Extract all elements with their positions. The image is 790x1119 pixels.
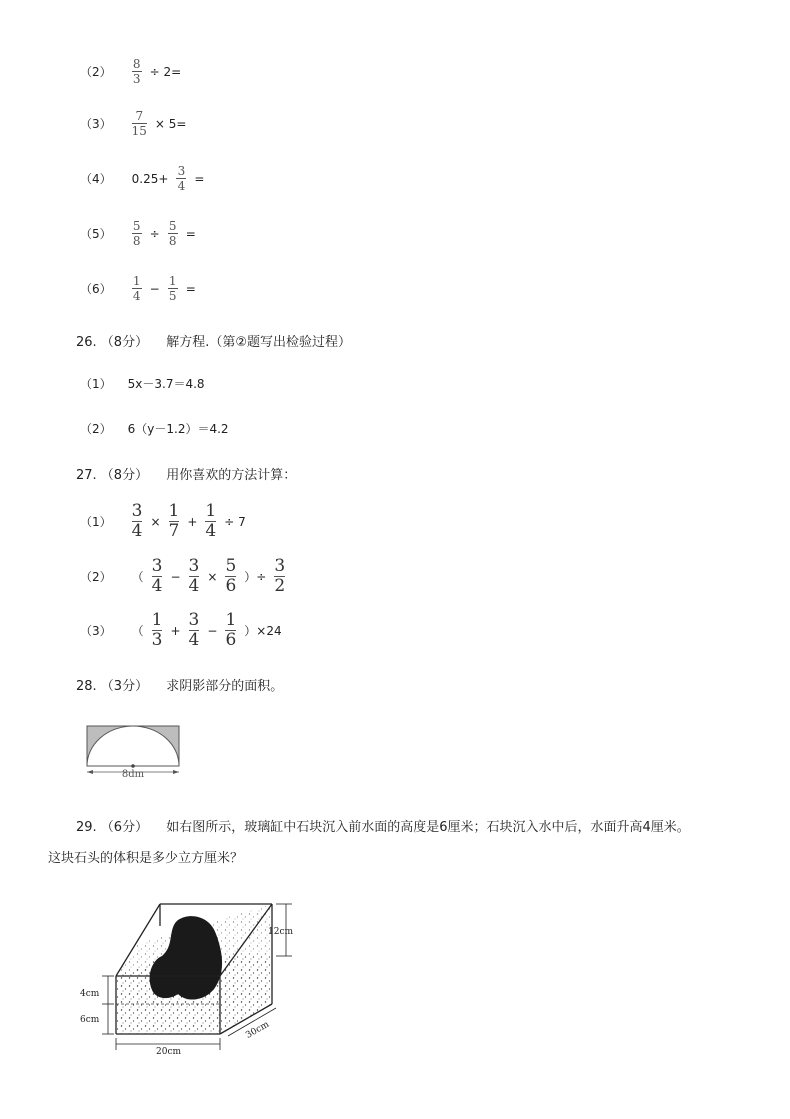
question-title: 用你喜欢的方法计算：: [166, 468, 297, 483]
fraction: $\frac{3}{4}$: [188, 610, 200, 650]
item-label: （2）: [80, 65, 112, 79]
expression-rest: =: [185, 281, 196, 296]
fraction: $\frac{3}{4}$: [131, 501, 143, 541]
operator: +: [187, 514, 198, 529]
q25-item-6: [80, 275, 200, 302]
fraction: $\frac{1}{7}$: [168, 501, 180, 541]
q27-item-2: [80, 558, 289, 595]
fraction: $\frac{3}{4}$: [188, 556, 200, 596]
q27-item-1: [80, 503, 250, 540]
q29-heading: [76, 816, 690, 835]
fraction: $\frac{5}{8}$: [168, 219, 177, 248]
arrow-left-icon: [87, 770, 93, 774]
figure-dimension-label: 8dm: [121, 769, 145, 780]
question-number: 27. （8分）: [76, 468, 149, 483]
rock-shape: [150, 916, 222, 999]
q29-text-line2: 这块石头的体积是多少立方厘米？: [48, 851, 244, 866]
expression-rest: × 5=: [154, 116, 187, 131]
q25-item-2: [80, 58, 185, 85]
expression-rest: =: [185, 226, 196, 241]
q25-item-3: [80, 110, 190, 137]
fraction: $\frac{3}{4}$: [151, 556, 163, 596]
dim-label-rise: 4cm: [80, 989, 100, 999]
operator: ×: [150, 514, 161, 529]
q25-item-4: [80, 165, 208, 192]
q26-item-2: [80, 420, 229, 437]
question-number: 29. （6分）: [76, 820, 149, 835]
operator: ÷: [149, 226, 160, 241]
paren-open: （: [131, 570, 144, 584]
center-point: [131, 764, 135, 768]
paren-close: ）÷: [244, 570, 267, 584]
q27-heading: [76, 464, 296, 483]
fraction: $\frac{3}{2}$: [274, 556, 286, 596]
item-label: （6）: [80, 282, 112, 296]
fraction: $\frac{7}{15}$: [131, 109, 147, 138]
item-label: （4）: [80, 172, 112, 186]
equation: 5x－3.7＝4.8: [127, 377, 205, 391]
equation: 6（y－1.2）＝4.2: [127, 422, 229, 436]
q25-item-5: [80, 220, 200, 247]
operator: +: [170, 623, 181, 638]
q26-heading: [76, 331, 351, 350]
expression-rest: ）×24: [244, 624, 282, 638]
expression-rest: ÷ 7: [224, 514, 246, 529]
fraction: $\frac{1}{5}$: [168, 274, 177, 303]
dim-label-water: 6cm: [80, 1015, 100, 1025]
question-title: 解方程.（第②题写出检验过程）: [166, 335, 352, 350]
q27-item-3: [80, 612, 286, 649]
item-label: （3）: [80, 117, 112, 131]
dim-label-top-height: 12cm: [268, 927, 294, 937]
expression-pre: 0.25+: [131, 171, 169, 186]
item-label: （2）: [80, 570, 112, 584]
fraction: $\frac{3}{4}$: [177, 164, 186, 193]
item-label: （5）: [80, 227, 112, 241]
question-number: 28. （3分）: [76, 679, 149, 694]
item-label: （1）: [80, 515, 112, 529]
expression-rest: ÷ 2=: [149, 64, 182, 79]
fraction: $\frac{1}{4}$: [132, 274, 141, 303]
item-label: （3）: [80, 624, 112, 638]
operator: −: [149, 281, 160, 296]
operator: −: [170, 569, 181, 584]
fraction: $\frac{5}{8}$: [132, 219, 141, 248]
item-label: （2）: [80, 422, 112, 436]
q26-item-1: [80, 375, 205, 392]
fraction: $\frac{1}{6}$: [225, 610, 237, 650]
item-label: （1）: [80, 377, 112, 391]
question-number: 26. （8分）: [76, 335, 149, 350]
expression-rest: =: [194, 171, 205, 186]
dim-label-width: 20cm: [156, 1047, 182, 1056]
shaded-area-figure: [84, 724, 184, 780]
question-title: 求阴影部分的面积。: [166, 679, 284, 694]
question-text-line1: 如右图所示，玻璃缸中石块沉入前水面的高度是6厘米；石块沉入水中后，水面升高4厘米。: [166, 820, 690, 835]
fraction: $\frac{1}{3}$: [151, 610, 163, 650]
q28-heading: [76, 675, 283, 694]
operator: −: [207, 623, 218, 638]
glass-tank-figure: [80, 896, 310, 1056]
dim-label-depth: 30cm: [244, 1019, 271, 1041]
paren-open: （: [131, 624, 144, 638]
fraction: $\frac{8}{3}$: [132, 57, 141, 86]
arrow-right-icon: [173, 770, 179, 774]
fraction: $\frac{1}{4}$: [205, 501, 217, 541]
fraction: $\frac{5}{6}$: [225, 556, 237, 596]
operator: ×: [207, 569, 218, 584]
